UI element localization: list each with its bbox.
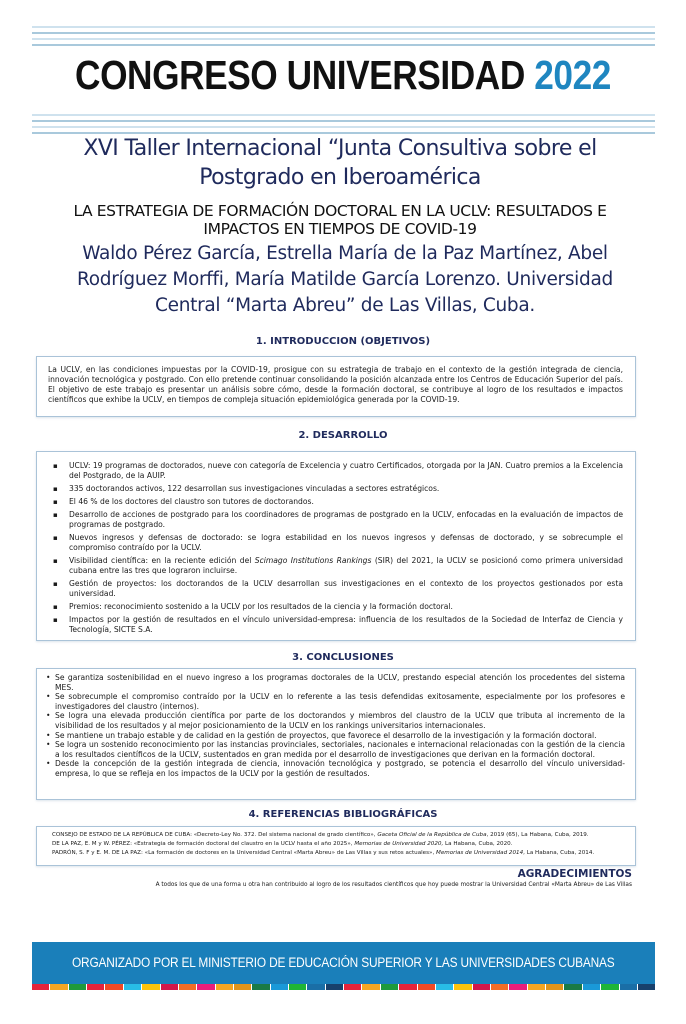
list-item: • Se logra una elevada producción científica por parte de los doctorandos y miembros del claustro de la UCLV que tributa al incremento de la visibilidad de los resultados y al mejor posicionamiento de la UCLV en los rankings universitarios internacionales. — [55, 711, 625, 730]
event-subtitle-line: Postgrado en Iberoamérica — [199, 165, 481, 190]
organizer-footer-band — [32, 942, 655, 984]
reference-source: Memorias de Universidad 2014 — [436, 850, 524, 856]
color-segment — [179, 984, 196, 990]
list-item-italic: Scimago Institutions Rankings — [254, 556, 372, 565]
development-box — [36, 451, 636, 641]
reference-text: CONSEJO DE ESTADO DE LA REPÚBLICA DE CUBA: «Decreto-Ley No. 372. Del sistema nacional de grado científico», — [52, 832, 378, 838]
color-segment — [454, 984, 471, 990]
reference-item — [52, 840, 625, 849]
color-segment — [418, 984, 435, 990]
section-heading-introduction: 1. INTRODUCCION (OBJETIVOS) — [255, 336, 431, 347]
development-list — [37, 452, 635, 635]
organizer-text: ORGANIZADO POR EL MINISTERIO DE EDUCACIÓN SUPERIOR Y LAS UNIVERSIDADES CUBANAS — [72, 955, 615, 970]
list-item: ▪ Impactos por la gestión de resultados en el vínculo universidad-empresa: influencia de los resultados de la Sociedad de Interfaz de Ciencia y Tecnología, SICTE S.A. — [69, 615, 623, 635]
color-segment — [142, 984, 159, 990]
color-segment — [216, 984, 233, 990]
color-segment — [326, 984, 343, 990]
top-decorative-stripes — [32, 26, 655, 50]
color-segment — [161, 984, 178, 990]
list-item: ▪ Nuevos ingresos y defensas de doctorado: se logra estabilidad en los nuevos ingresos y defensas de doctorado, y se sobrecumple el compromiso contraído por la UCLV. — [69, 533, 623, 553]
color-segment — [473, 984, 490, 990]
color-segment — [289, 984, 306, 990]
reference-source: Memorias de Universidad 2020, — [354, 841, 444, 847]
color-segment — [252, 984, 269, 990]
color-segment — [124, 984, 141, 990]
reference-text: PADRÓN, S. F y E. M. DE LA PAZ: «La formación de doctores en la Universidad Central «Marta Abreu» de Las Villas y sus retos actuales», — [52, 850, 437, 856]
list-item: • Se sobrecumple el compromiso contraído por la UCLV en lo referente a las tesis defendidas exitosamente, especialmente por los profesores e investigadores del claustro (internos). — [55, 692, 625, 711]
list-item-text: (SIR) del 2021, la UCLV se posicionó como primera universidad cubana entre las tres que lograron incluirse. — [69, 556, 623, 575]
authors-affiliation — [60, 241, 630, 319]
introduction-box — [36, 356, 636, 417]
conclusions-box — [36, 668, 636, 800]
color-segment — [546, 984, 563, 990]
reference-text: La Habana, Cuba, 2020. — [443, 841, 513, 847]
color-segment — [234, 984, 251, 990]
paper-title-line: IMPACTOS EN TIEMPOS DE COVID-19 — [203, 220, 477, 238]
references-box — [36, 826, 636, 866]
color-segment — [491, 984, 508, 990]
reference-item — [52, 849, 625, 858]
list-item: • Se logra un sostenido reconocimiento por las instancias provinciales, sectoriales, nacionales e internacional relacionadas con la gestión de la ciencia a los resultados científicos de la UCLV, sustentados en gran medida por el desarrollo de investigaciones que derivan en la formación doctoral. — [55, 740, 625, 759]
congress-title-year: 2022 — [534, 52, 611, 98]
color-segment — [399, 984, 416, 990]
list-item — [69, 556, 623, 576]
section-heading-references: 4. REFERENCIAS BIBLIOGRÁFICAS — [248, 809, 438, 820]
authors-line: Rodríguez Morffi, María Matilde García Lorenzo. Universidad — [77, 269, 613, 290]
color-segment — [528, 984, 545, 990]
event-subtitle — [40, 134, 640, 192]
introduction-text: La UCLV, en las condiciones impuestas por la COVID-19, prosigue con su estrategia de trabajo en el contexto de la gestión integrada de ciencia, innovación tecnológica y postgrado. Con ello pretende continuar consolidando la posición alcanzada entre los Centros de Educación Superior del país. El objetivo de este trabajo es presentar un análisis sobre cómo, desde la formación doctoral, se contribuye al logro de los resultados e impactos científicos que exhibe la UCLV, en tiempos de compleja situación epidemiológica generada por la COVID-19. — [48, 365, 623, 404]
list-item: • Se garantiza sostenibilidad en el nuevo ingreso a los programas doctorales de la UCLV, prestando especial atención los procedentes del sistema MES. — [55, 673, 625, 692]
color-segment — [197, 984, 214, 990]
list-item: ▪ UCLV: 19 programas de doctorados, nueve con categoría de Excelencia y cuatro Certificados, otorgada por la JAN. Cuatro premios a la Excelencia del Postgrado, de la AUIP. — [69, 461, 623, 481]
color-segment — [564, 984, 581, 990]
authors-line: Central “Marta Abreu” de Las Villas, Cuba. — [155, 295, 535, 316]
sdg-color-strip — [32, 984, 655, 990]
color-segment — [509, 984, 526, 990]
list-item: ▪ El 46 % de los doctores del claustro son tutores de doctorandos. — [69, 497, 623, 507]
color-segment — [638, 984, 655, 990]
paper-title-line: LA ESTRATEGIA DE FORMACIÓN DOCTORAL EN LA UCLV: RESULTADOS E — [73, 202, 607, 220]
reference-source: Gaceta Oficial de la República de Cuba — [377, 832, 487, 838]
reference-item — [52, 831, 625, 840]
color-segment — [436, 984, 453, 990]
color-segment — [32, 984, 49, 990]
list-item: ▪ Premios: reconocimiento sostenido a la UCLV por los resultados de la ciencia y la formación doctoral. — [69, 602, 623, 612]
color-segment — [87, 984, 104, 990]
authors-line: Waldo Pérez García, Estrella María de la Paz Martínez, Abel — [82, 243, 608, 264]
list-item: • Se mantiene un trabajo estable y de calidad en la gestión de proyectos, que favorece el desarrollo de la investigación y la formación doctoral. — [55, 731, 625, 741]
acknowledgements-text: A todos los que de una forma u otra han contribuido al logro de los resultados científicos que hoy puede mostrar la Universidad Central «Marta Abreu» de Las Villas — [155, 882, 632, 888]
section-heading-development: 2. DESARROLLO — [298, 430, 388, 441]
congress-title-main: CONGRESO UNIVERSIDAD — [75, 52, 525, 98]
color-segment — [50, 984, 67, 990]
color-segment — [307, 984, 324, 990]
references-list — [37, 827, 635, 858]
list-item: ▪ Gestión de proyectos: los doctorandos de la UCLV desarrollan sus investigaciones en el contexto de los proyectos gestionados por esta universidad. — [69, 579, 623, 599]
color-segment — [105, 984, 122, 990]
color-segment — [381, 984, 398, 990]
list-item: ▪ 335 doctorandos activos, 122 desarrollan sus investigaciones vinculadas a sectores estratégicos. — [69, 484, 623, 494]
reference-text: , 2019 (65), La Habana, Cuba, 2019. — [486, 832, 589, 838]
reference-text: , La Habana, Cuba, 2014. — [523, 850, 595, 856]
list-item-text: Visibilidad científica: en la reciente edición del — [69, 556, 255, 565]
list-item: • Desde la concepción de la gestión integrada de ciencia, innovación tecnológica y postgrado, se potencia el desarrollo del vínculo universidad-empresa, lo que se refleja en los impactos de la UCLV por la gestión de resultados. — [55, 759, 625, 778]
paper-title — [50, 202, 630, 238]
color-segment — [620, 984, 637, 990]
color-segment — [583, 984, 600, 990]
list-item: ▪ Desarrollo de acciones de postgrado para los coordinadores de programas de postgrado en la UCLV, enfocadas en la evaluación de impactos de programas de postgrado. — [69, 510, 623, 530]
congress-title — [48, 52, 638, 99]
color-segment — [601, 984, 618, 990]
acknowledgements-heading: AGRADECIMIENTOS — [517, 868, 632, 880]
color-segment — [344, 984, 361, 990]
reference-text: DE LA PAZ, E. M y W. PÉREZ: «Estrategia de formación doctoral del claustro en la UCLV hasta el año 2025», — [52, 841, 355, 847]
conclusions-list — [37, 669, 635, 779]
color-segment — [362, 984, 379, 990]
section-heading-conclusions: 3. CONCLUSIONES — [292, 652, 394, 663]
color-segment — [271, 984, 288, 990]
color-segment — [69, 984, 86, 990]
event-subtitle-line: XVI Taller Internacional “Junta Consultiva sobre el — [83, 136, 597, 161]
